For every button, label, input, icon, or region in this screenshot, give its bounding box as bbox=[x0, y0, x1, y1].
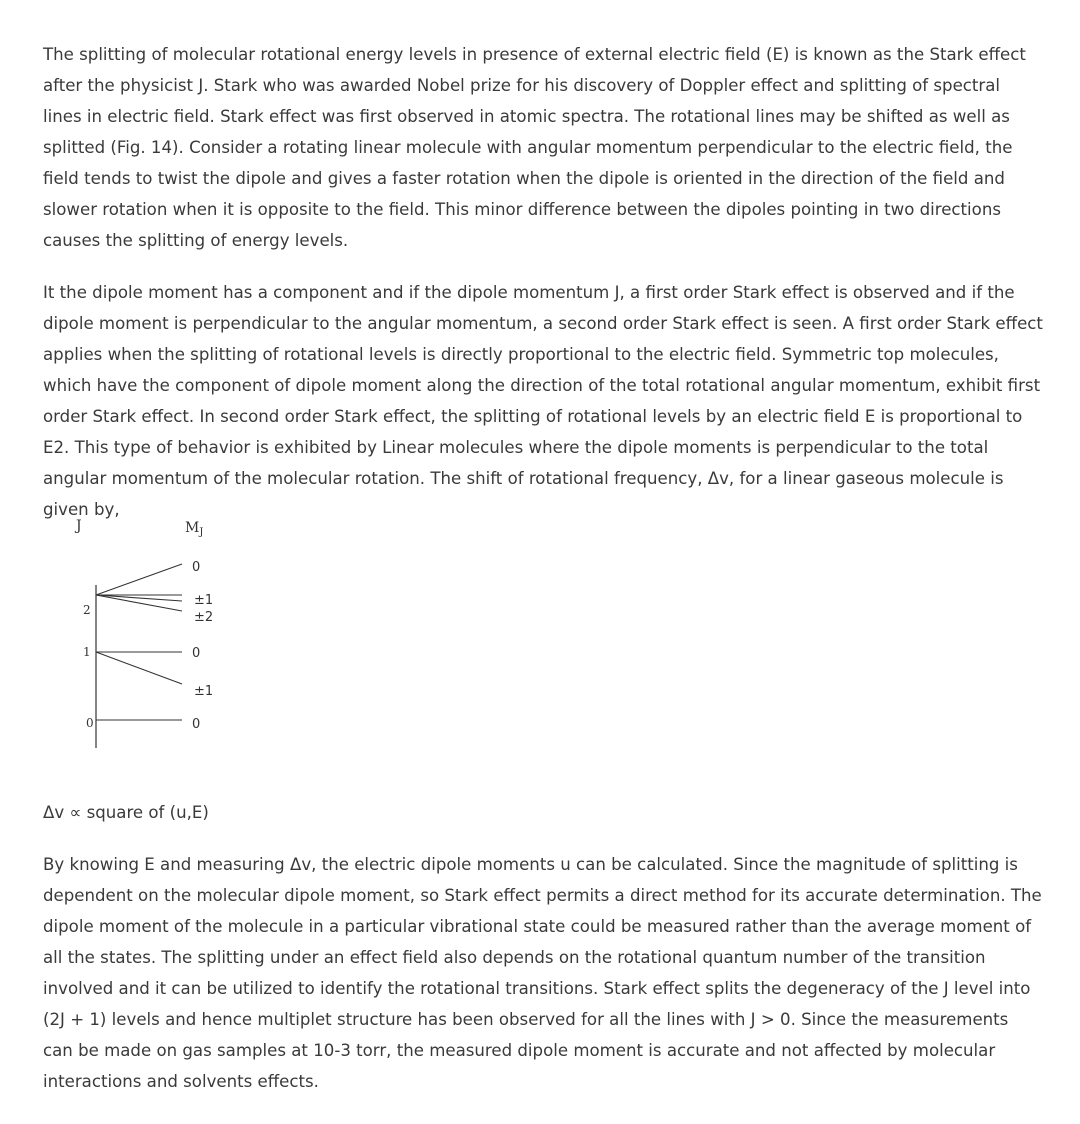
mj-label: ±1 bbox=[194, 593, 214, 608]
paragraph-intro: The splitting of molecular rotational energy levels in presence of external electric field (E) is known as the Stark effect after the physicist J. Stark who was awarded Nobel prize for his discovery of Doppler effect and splitting of spectral lines in electric field. Stark effect was first observed in atomic spectra. The rotational lines may be shifted as well as splitted (Fig. 14). Consider a rotating linear molecule with angular momentum perpendicular to the electric field, the field tends to twist the dipole and gives a faster rotation when the dipole is oriented in the direction of the field and slower rotation when it is opposite to the field. This minor difference between the dipoles pointing in two directions causes the splitting of energy levels. bbox=[43, 45, 1026, 250]
header-j: J bbox=[76, 518, 82, 534]
mj-label: ±2 bbox=[194, 610, 214, 625]
level-j2-mj0-split bbox=[96, 564, 182, 595]
mj-label: 0 bbox=[192, 646, 201, 661]
j-label: 2 bbox=[83, 603, 91, 617]
j-label: 0 bbox=[86, 716, 94, 730]
header-mj: $M_J$ bbox=[185, 520, 204, 538]
paragraph-dipole-measurement: By knowing E and measuring Δv, the electric dipole moments u can be calculated. Since the magnitude of splitting is dependent on the molecular dipole moment, so Stark effect permits a direct method for its accurate determination. The dipole moment of the molecule in a particular vibrational state could be measured rather than the average moment of all the states. The splitting under an effect field also depends on the rotational quantum number of the transition involved and it can be utilized to identify the rotational transitions. Stark effect splits the degeneracy of the J level into (2J + 1) levels and hence multiplet structure has been observed for all the lines with J > 0. Since the measurements can be made on gas samples at 10-3 torr, the measured dipole moment is accurate and not affected by molecular interactions and solvents effects. bbox=[43, 855, 1042, 1091]
level-j2-mj1-split bbox=[96, 595, 182, 601]
mj-label: ±1 bbox=[194, 684, 214, 699]
energy-level-diagram bbox=[60, 510, 240, 760]
mj-label: 0 bbox=[192, 560, 201, 575]
stark-splitting-figure bbox=[60, 510, 240, 760]
level-j1-mj1-split bbox=[96, 652, 182, 684]
paragraph-stark-orders: It the dipole moment has a component and if the dipole momentum J, a first order Stark effect is observed and if the dipole moment is perpendicular to the angular momentum, a second order Stark effect is seen. A first order Stark effect applies when the splitting of rotational levels is directly proportional to the electric field. Symmetric top molecules, which have the component of dipole moment along the direction of the total rotational angular momentum, exhibit first order Stark effect. In second order Stark effect, the splitting of rotational levels by an electric field E is proportional to E2. This type of behavior is exhibited by Linear molecules where the dipole moments is perpendicular to the total angular momentum of the molecular rotation. The shift of rotational frequency, Δv, for a linear gaseous molecule is given by, bbox=[43, 283, 1043, 519]
mj-label: 0 bbox=[192, 717, 201, 732]
j-label: 1 bbox=[83, 645, 91, 659]
level-j2-mj2-split bbox=[96, 595, 182, 611]
stark-shift-formula: Δv ∝ square of (u,E) bbox=[43, 803, 209, 822]
